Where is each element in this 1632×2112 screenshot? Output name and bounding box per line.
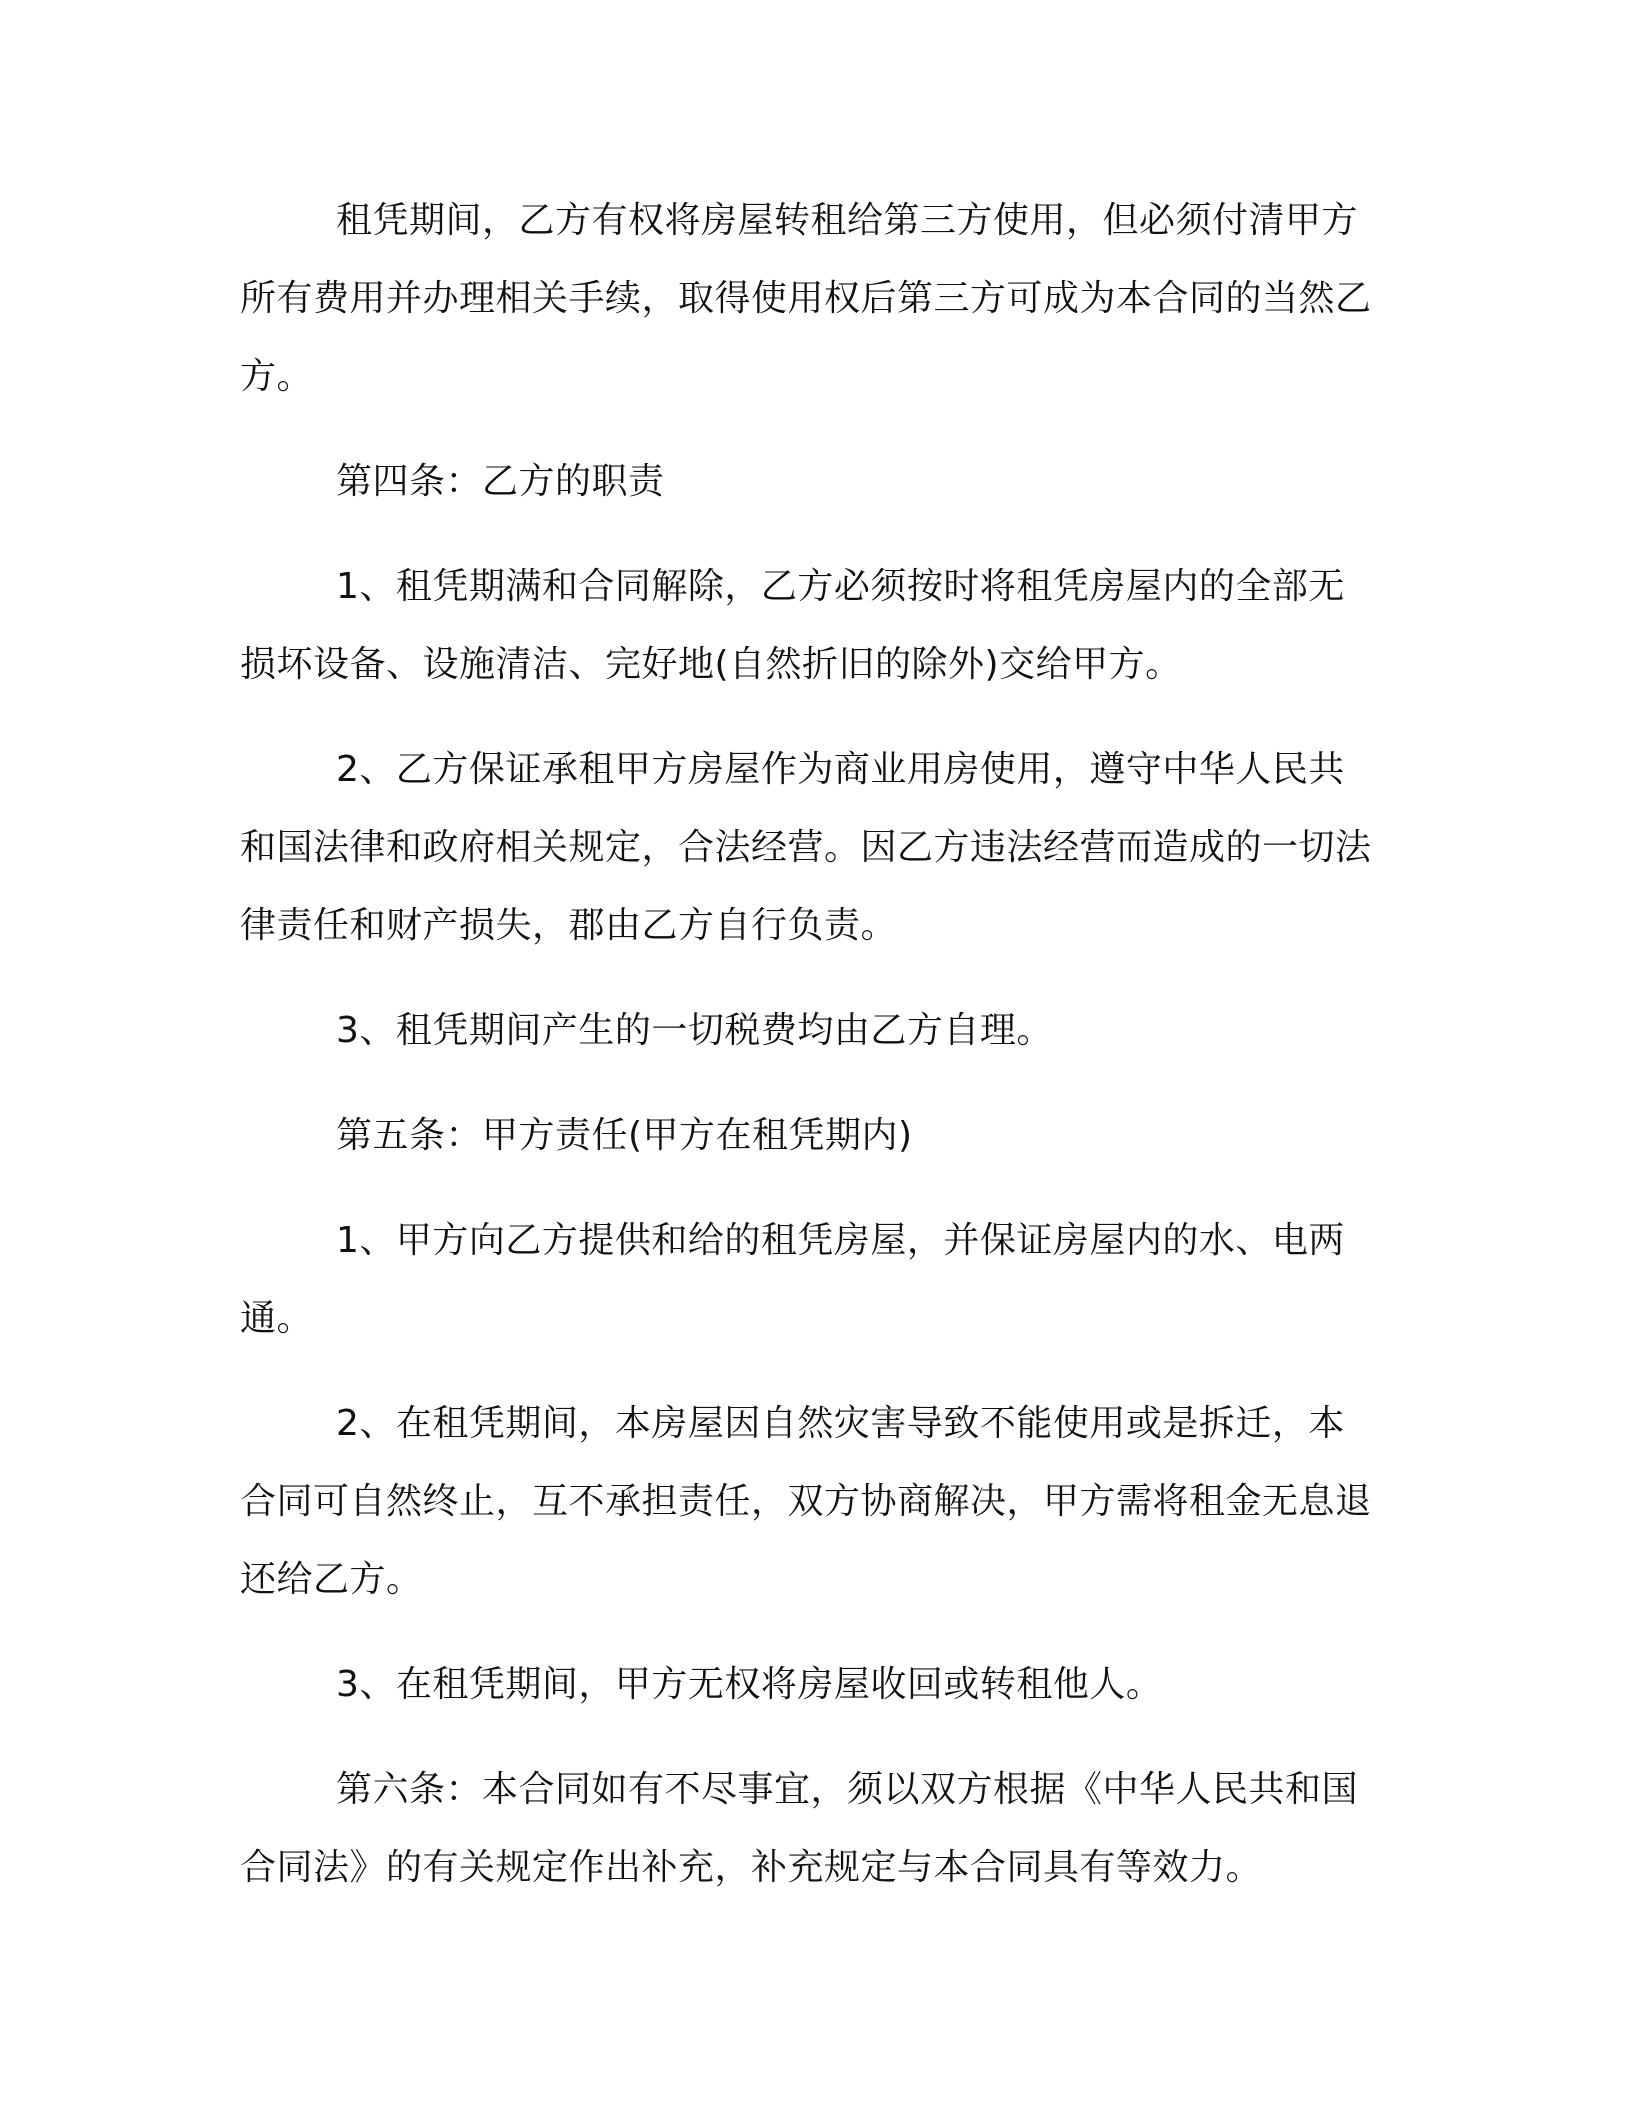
heading-article-5: 第五条：甲方责任(甲方在租凭期内) [336,1115,913,1156]
paragraph-article-5-item-2: 2、在租凭期间，本房屋因自然灾害导致不能使用或是拆迁，本合同可自然终止，互不承担责任，双方协商解决，甲方需将租金无息退还给乙方。 [240,1403,1372,1600]
paragraph-article-5-item-3: 3、在租凭期间，甲方无权将房屋收回或转租他人。 [336,1664,1163,1705]
document-body [240,182,1380,1934]
paragraph-article-4-item-1: 1、租凭期满和合同解除，乙方必须按时将租凭房屋内的全部无损坏设备、设施清洁、完好地(自然折旧的除外)交给甲方。 [240,566,1345,685]
paragraph-article-4-item-2: 2、乙方保证承租甲方房屋作为商业用房使用，遵守中华人民共和国法律和政府相关规定，合法经营。因乙方违法经营而造成的一切法律责任和财产损失，郡由乙方自行负责。 [240,749,1372,946]
paragraph-sublease: 租凭期间，乙方有权将房屋转租给第三方使用，但必须付清甲方所有费用并办理相关手续，取得使用权后第三方可成为本合同的当然乙方。 [240,200,1372,397]
heading-article-4: 第四条：乙方的职责 [336,461,665,502]
paragraph-article-6: 第六条：本合同如有不尽事宜，须以双方根据《中华人民共和国合同法》的有关规定作出补充，补充规定与本合同具有等效力。 [240,1769,1359,1888]
paragraph-article-4-item-3: 3、租凭期间产生的一切税费均由乙方自理。 [336,1010,1053,1051]
paragraph-article-5-item-1: 1、甲方向乙方提供和给的租凭房屋，并保证房屋内的水、电两通。 [240,1220,1345,1339]
